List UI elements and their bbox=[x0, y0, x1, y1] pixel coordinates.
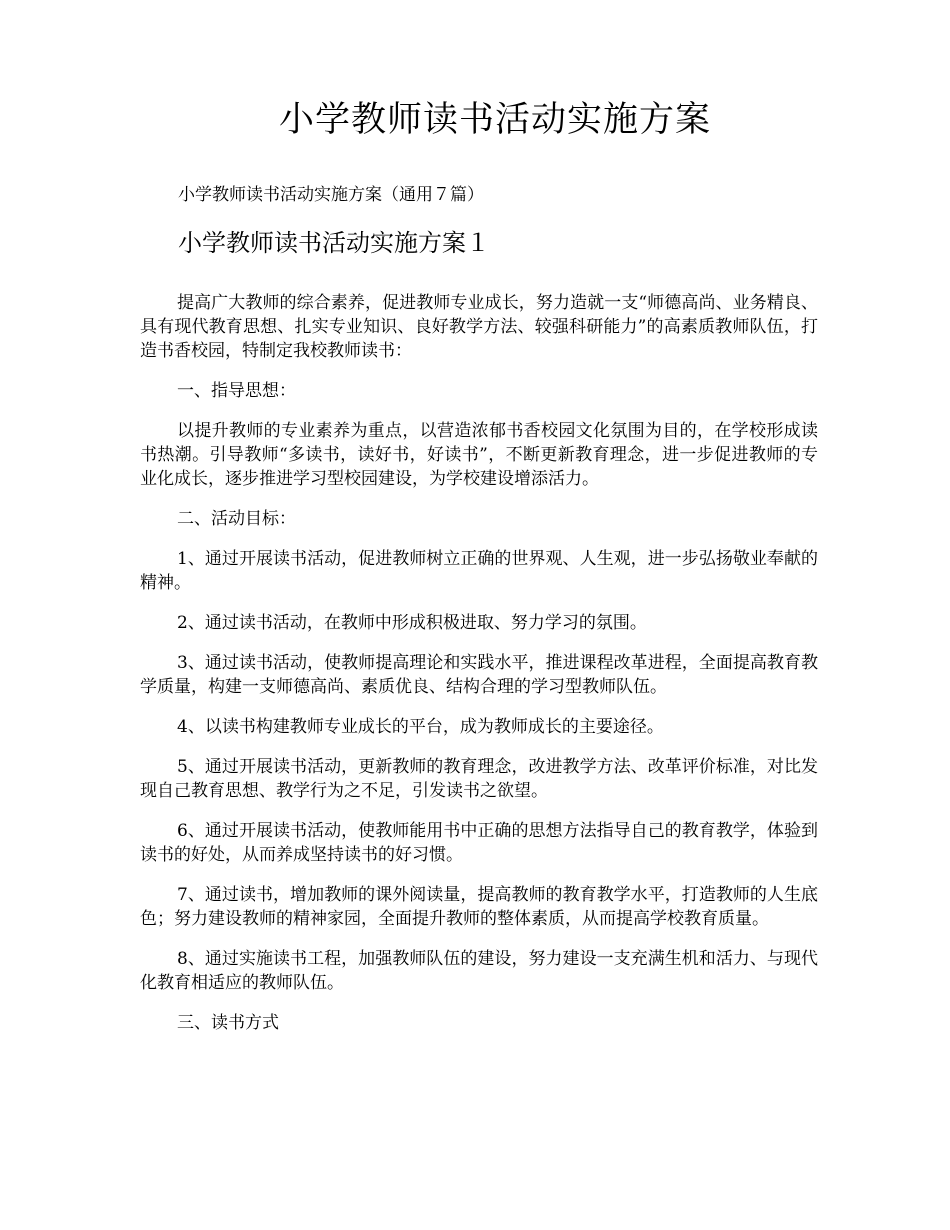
document-subtitle: 小学教师读书活动实施方案（通用７篇） bbox=[178, 185, 484, 205]
document-body bbox=[140, 291, 818, 1051]
goal-item-8: 8、通过实施读书工程，加强教师队伍的建设，努力建设一支充满生机和活力、与现代化教育相适应的教师队伍。 bbox=[140, 949, 818, 993]
goal-item-6: 6、通过开展读书活动，使教师能用书中正确的思想方法指导自己的教育教学，体验到读书的好处，从而养成坚持读书的好习惯。 bbox=[140, 821, 818, 865]
intro-paragraph: 提高广大教师的综合素养，促进教师专业成长，努力造就一支“师德高尚、业务精良、具有现代教育思想、扎实专业知识、良好教学方法、较强科研能力”的高素质教师队伍，打造书香校园，特制定我校教师读书： bbox=[140, 293, 818, 361]
heading-guiding-ideology: 一、指导思想： bbox=[177, 381, 296, 401]
goal-item-4: 4、以读书构建教师专业成长的平台，成为教师成长的主要途径。 bbox=[177, 717, 664, 737]
section-heading: 小学教师读书活动实施方案１ bbox=[178, 229, 490, 257]
goal-item-3: 3、通过读书活动，使教师提高理论和实践水平，推进课程改革进程，全面提高教育教学质量，构建一支师德高尚、素质优良、结构合理的学习型教师队伍。 bbox=[140, 653, 818, 697]
guiding-ideology-paragraph: 以提升教师的专业素养为重点，以营造浓郁书香校园文化氛围为目的，在学校形成读书热潮。引导教师“多读书，读好书，好读书”，不断更新教育理念，进一步促进教师的专业化成长，逐步推进学习型校园建设，为学校建设增添活力。 bbox=[140, 421, 818, 489]
goal-item-2: 2、通过读书活动，在教师中形成积极进取、努力学习的氛围。 bbox=[177, 613, 647, 633]
goal-item-5: 5、通过开展读书活动，更新教师的教育理念，改进教学方法、改革评价标准，对比发现自己教育思想、教学行为之不足，引发读书之欲望。 bbox=[140, 757, 818, 801]
goal-item-1: 1、通过开展读书活动，促进教师树立正确的世界观、人生观，进一步弘扬敬业奉献的精神。 bbox=[140, 549, 818, 593]
document-title: 小学教师读书活动实施方案 bbox=[278, 100, 711, 140]
goal-item-7: 7、通过读书，增加教师的课外阅读量，提高教师的教育教学水平，打造教师的人生底色；努力建设教师的精神家园，全面提升教师的整体素质，从而提高学校教育质量。 bbox=[140, 885, 818, 929]
heading-reading-methods: 三、读书方式 bbox=[177, 1013, 279, 1033]
heading-activity-goals: 二、活动目标： bbox=[177, 509, 296, 529]
